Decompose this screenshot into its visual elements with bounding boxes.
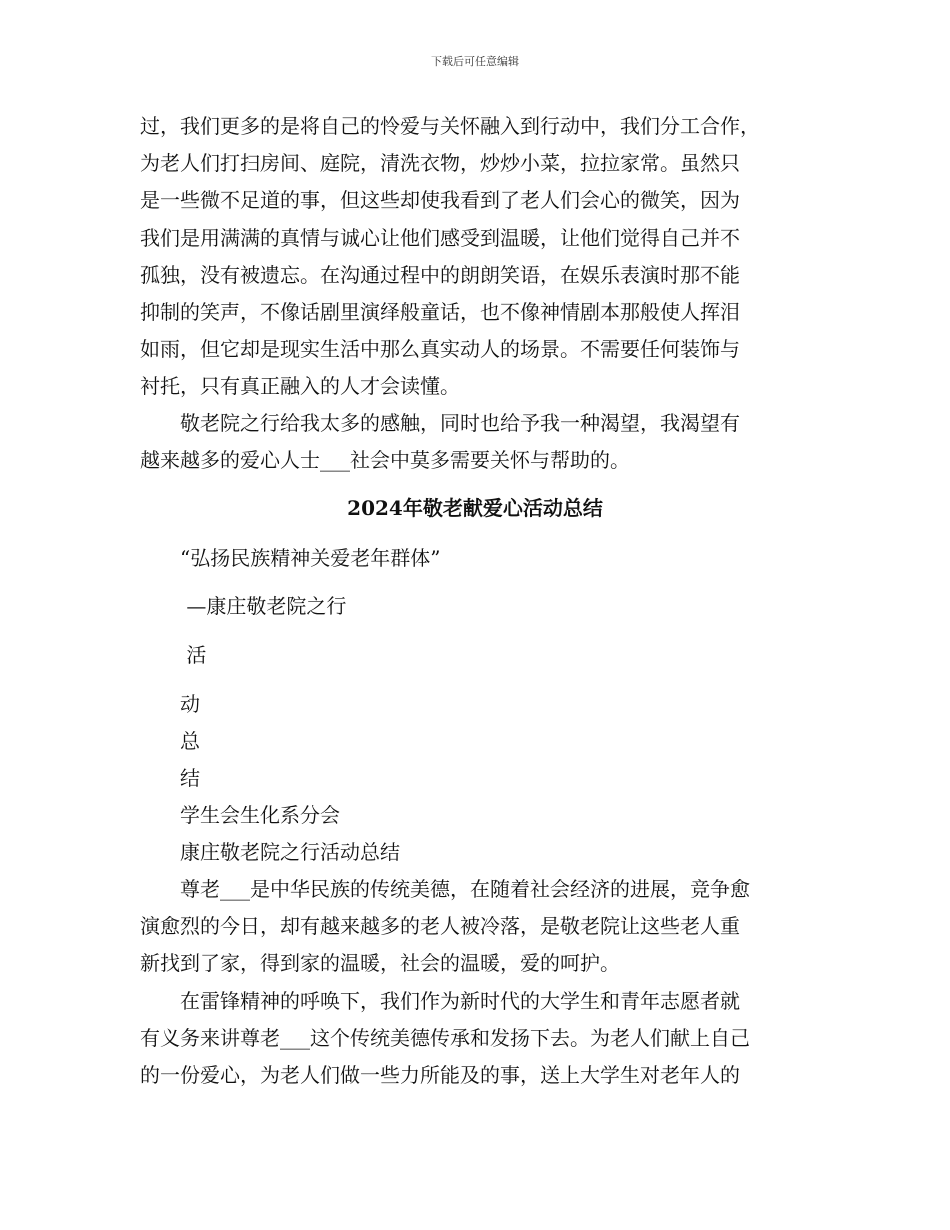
paragraph-line: 孤独，没有被遗忘。在沟通过程中的朗朗笑语，在娱乐表演时那不能 [140,263,740,287]
vertical-text-line: 动 [140,692,200,716]
paragraph-line: 我们是用满满的真情与诚心让他们感受到温暖，让他们觉得自己并不 [140,226,740,250]
page-header: 下载后可任意编辑 [431,55,519,68]
paragraph-line: 的一份爱心，为老人们做一些力所能及的事，送上大学生对老年人的 [140,1063,740,1087]
paragraph-line: 越来越多的爱心人士___社会中莫多需要关怀与帮助的。 [140,448,630,472]
paragraph-line: 有义务来讲尊老___这个传统美德传承和发扬下去。为老人们献上自己 [140,1026,750,1050]
subheading-line: 康庄敬老院之行活动总结 [140,840,400,864]
subtitle-line: —康庄敬老院之行 [140,594,347,618]
paragraph-line: 为老人们打扫房间、庭院，清洗衣物，炒炒小菜，拉拉家常。虽然只 [140,151,740,175]
paragraph-line: 敬老院之行给我太多的感触，同时也给予我一种渴望，我渴望有 [140,411,740,435]
vertical-text-line: 活 [140,643,207,667]
vertical-text-line: 总 [140,729,200,753]
paragraph-line: 抑制的笑声，不像话剧里演绎般童话，也不像神情剧本那般使人挥泪 [140,300,740,324]
paragraph-line: 如雨，但它却是现实生活中那么真实动人的场景。不需要任何装饰与 [140,337,740,361]
paragraph-line: 新找到了家，得到家的温暖，社会的温暖，爱的呵护。 [140,951,620,975]
paragraph-line: 过，我们更多的是将自己的怜爱与关怀融入到行动中，我们分工合作， [140,114,760,138]
paragraph-line: 衬托，只有真正融入的人才会读懂。 [140,374,460,398]
subtitle-line: “弘扬民族精神关爱老年群体” [140,546,441,570]
paragraph-line: 是一些微不足道的事，但这些却使我看到了老人们会心的微笑，因为 [140,188,740,212]
author-line: 学生会生化系分会 [140,803,340,827]
paragraph-line: 在雷锋精神的呼唤下，我们作为新时代的大学生和青年志愿者就 [140,989,740,1013]
vertical-text-line: 结 [140,766,200,790]
paragraph-line: 尊老___是中华民族的传统美德，在随着社会经济的进展，竞争愈 [140,877,750,901]
paragraph-line: 演愈烈的今日，却有越来越多的老人被冷落，是敬老院让这些老人重 [140,914,740,938]
section-title: 2024年敬老献爱心活动总结 [347,496,603,520]
